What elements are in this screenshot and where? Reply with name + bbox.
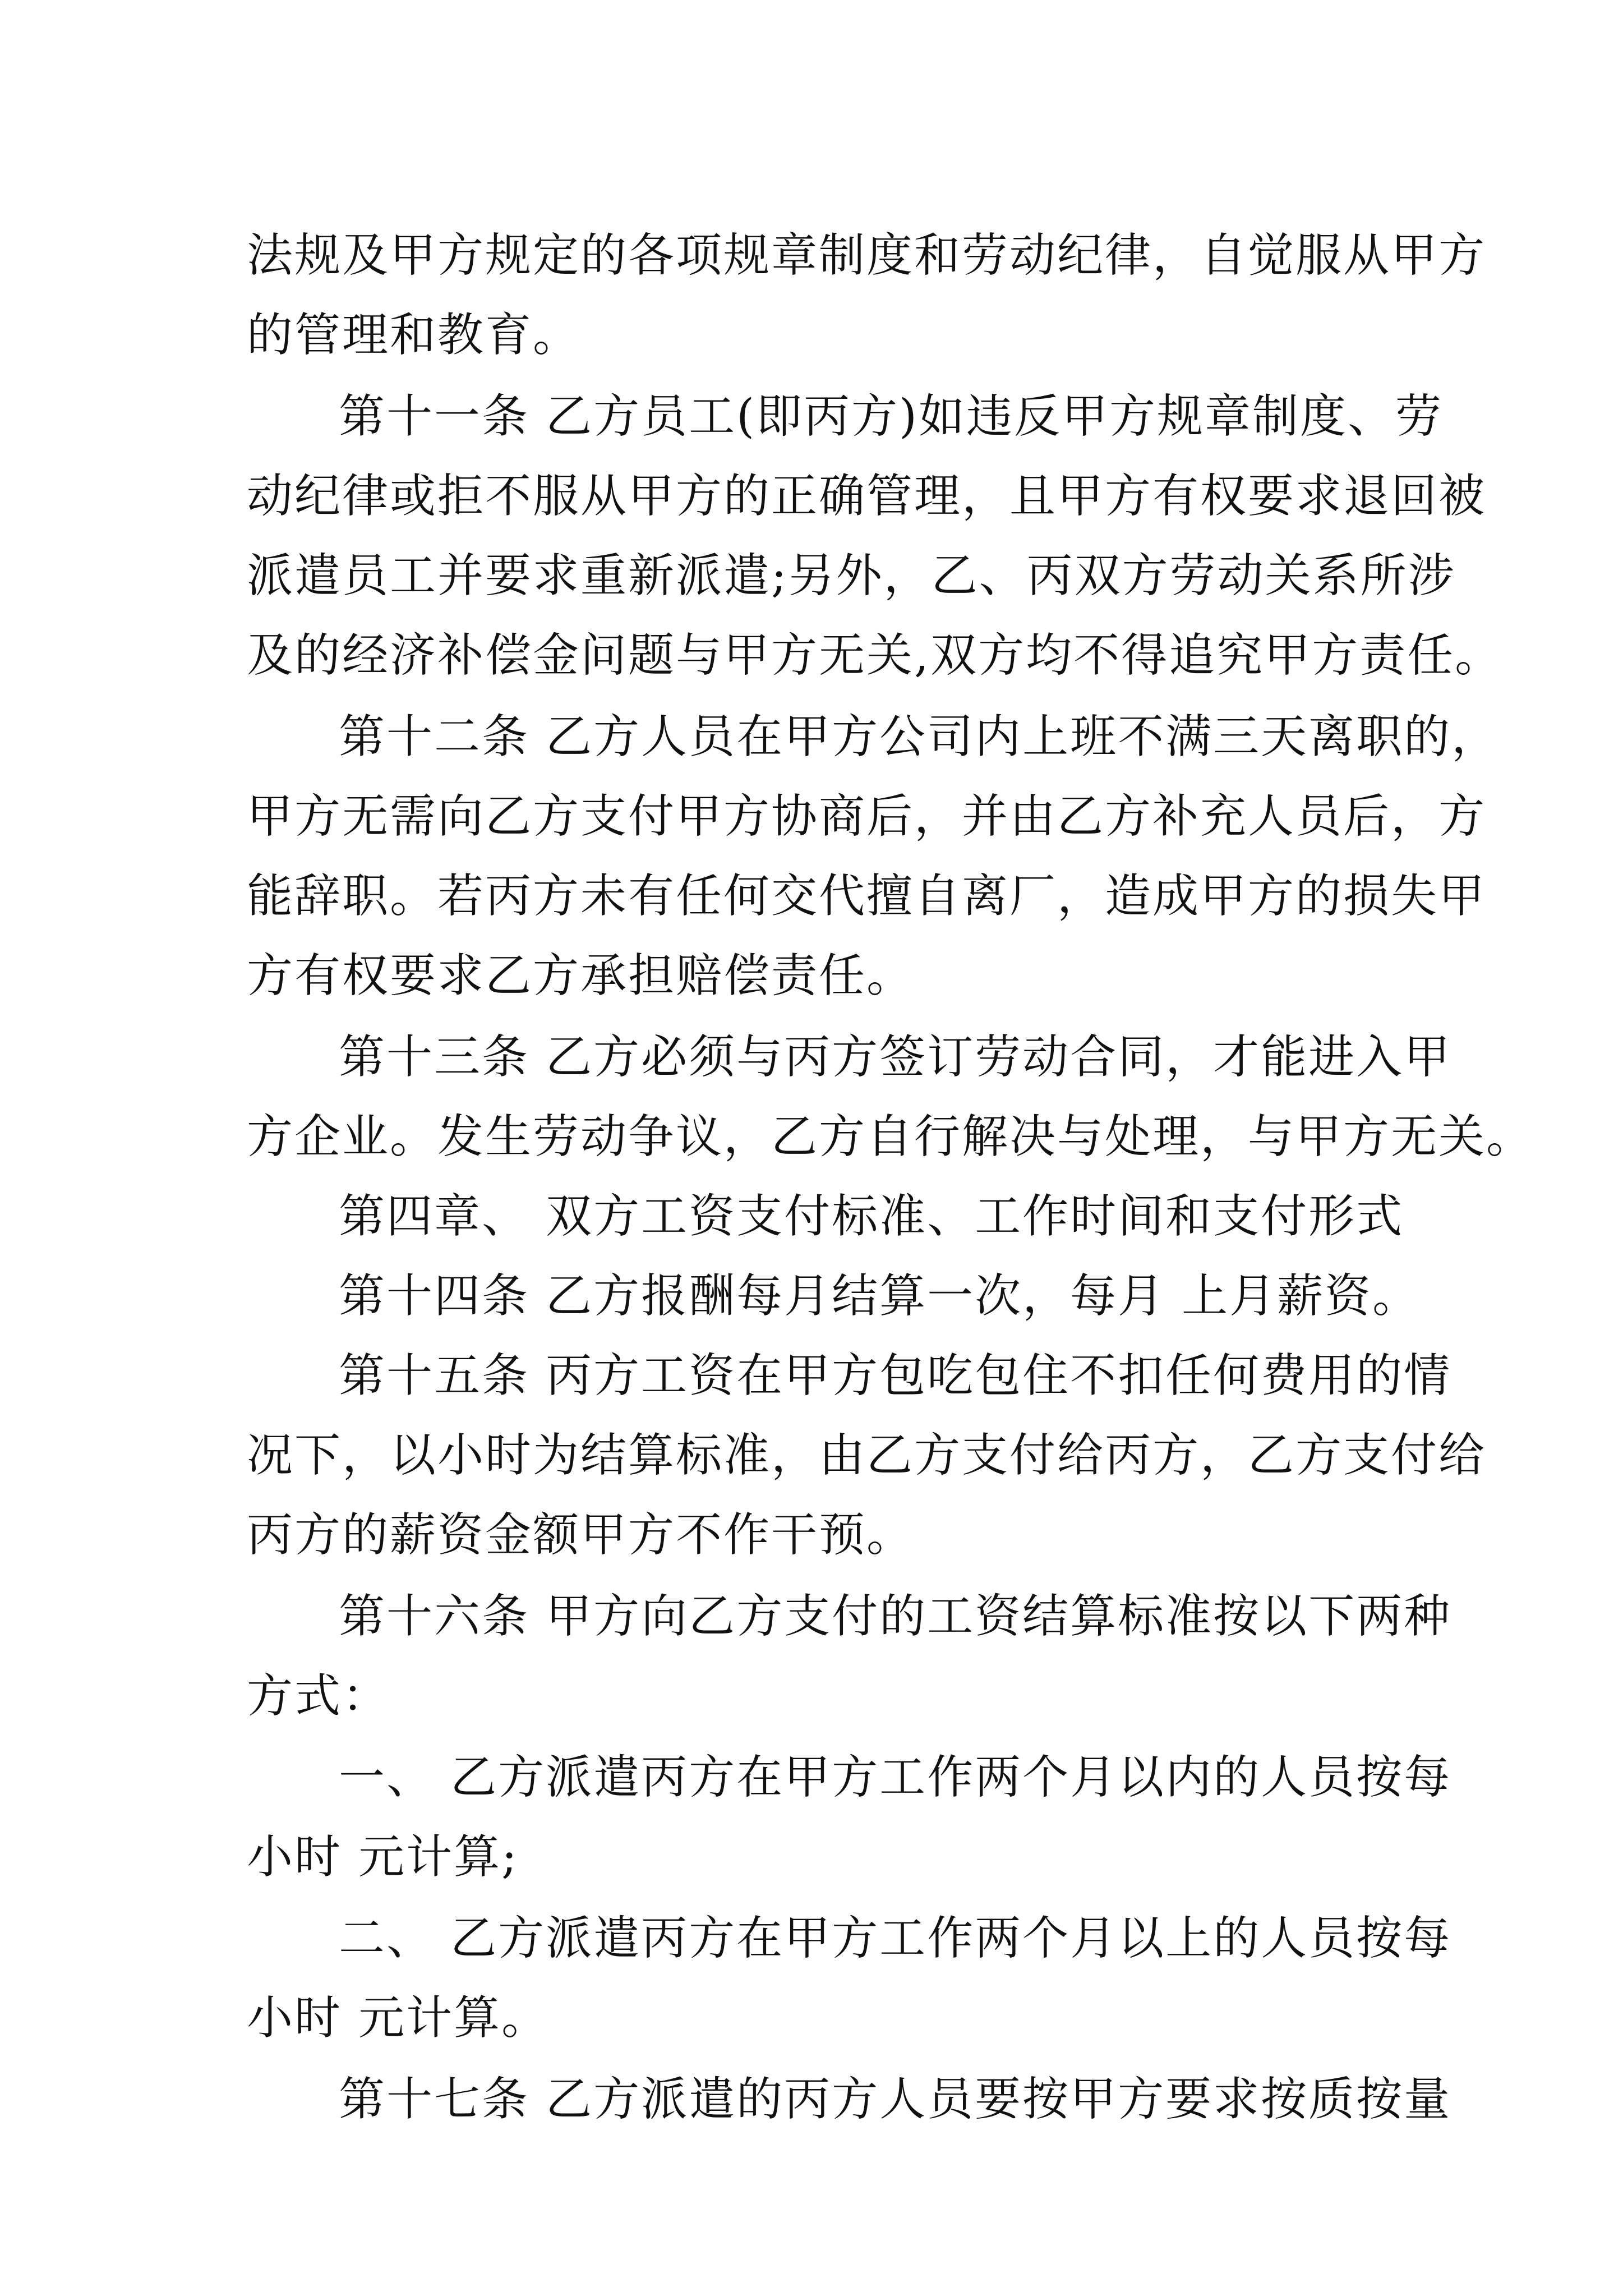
text-line: 甲方无需向乙方支付甲方协商后，并由乙方补充人员后，方 <box>247 790 1487 843</box>
document-body <box>247 216 1534 2139</box>
article-16-heading-line: 第十六条 甲方向乙方支付的工资结算标准按以下两种 <box>339 1590 1452 1643</box>
text-line: 能辞职。若丙方未有任何交代擅自离厂，造成甲方的损失甲 <box>247 869 1487 923</box>
article-13-heading-line: 第十三条 乙方必须与丙方签订劳动合同，才能进入甲 <box>339 1030 1452 1084</box>
text-line: 方企业。发生劳动争议，乙方自行解决与处理，与甲方无关。 <box>247 1110 1534 1163</box>
text-line: 派遣员工并要求重新派遣;另外，乙、丙双方劳动关系所涉 <box>247 549 1456 602</box>
item-2-line: 二、 乙方派遣丙方在甲方工作两个月以上的人员按每 <box>339 1912 1452 1965</box>
article-11-heading-line: 第十一条 乙方员工(即丙方)如违反甲方规章制度、劳 <box>339 390 1444 443</box>
item-1-line: 一、 乙方派遣丙方在甲方工作两个月以内的人员按每 <box>339 1751 1452 1804</box>
text-line: 法规及甲方规定的各项规章制度和劳动纪律，自觉服从甲方 <box>247 229 1487 282</box>
text-line: 况下，以小时为结算标准，由乙方支付给丙方，乙方支付给 <box>247 1429 1487 1482</box>
text-line: 的管理和教育。 <box>247 309 581 362</box>
text-line: 动纪律或拒不服从甲方的正确管理，且甲方有权要求退回被 <box>247 470 1487 523</box>
article-17-heading-line: 第十七条 乙方派遣的丙方人员要按甲方要求按质按量 <box>339 2073 1452 2126</box>
text-line: 小时 元计算。 <box>247 1991 550 2045</box>
text-line: 小时 元计算; <box>247 1830 519 1884</box>
article-14-line: 第十四条 乙方报酬每月结算一次，每月 上月薪资。 <box>339 1269 1421 1323</box>
article-12-heading-line: 第十二条 乙方人员在甲方公司内上班不满三天离职的， <box>339 710 1500 763</box>
article-15-heading-line: 第十五条 丙方工资在甲方包吃包住不扣任何费用的情 <box>339 1349 1452 1402</box>
text-line: 方式： <box>247 1669 390 1723</box>
text-line: 及的经济补偿金问题与甲方无关,双方均不得追究甲方责任。 <box>247 629 1503 682</box>
chapter-4-heading: 第四章、 双方工资支付标准、工作时间和支付形式 <box>339 1190 1404 1243</box>
text-line: 丙方的薪资金额甲方不作干预。 <box>247 1508 915 1562</box>
text-line: 方有权要求乙方承担赔偿责任。 <box>247 949 915 1002</box>
